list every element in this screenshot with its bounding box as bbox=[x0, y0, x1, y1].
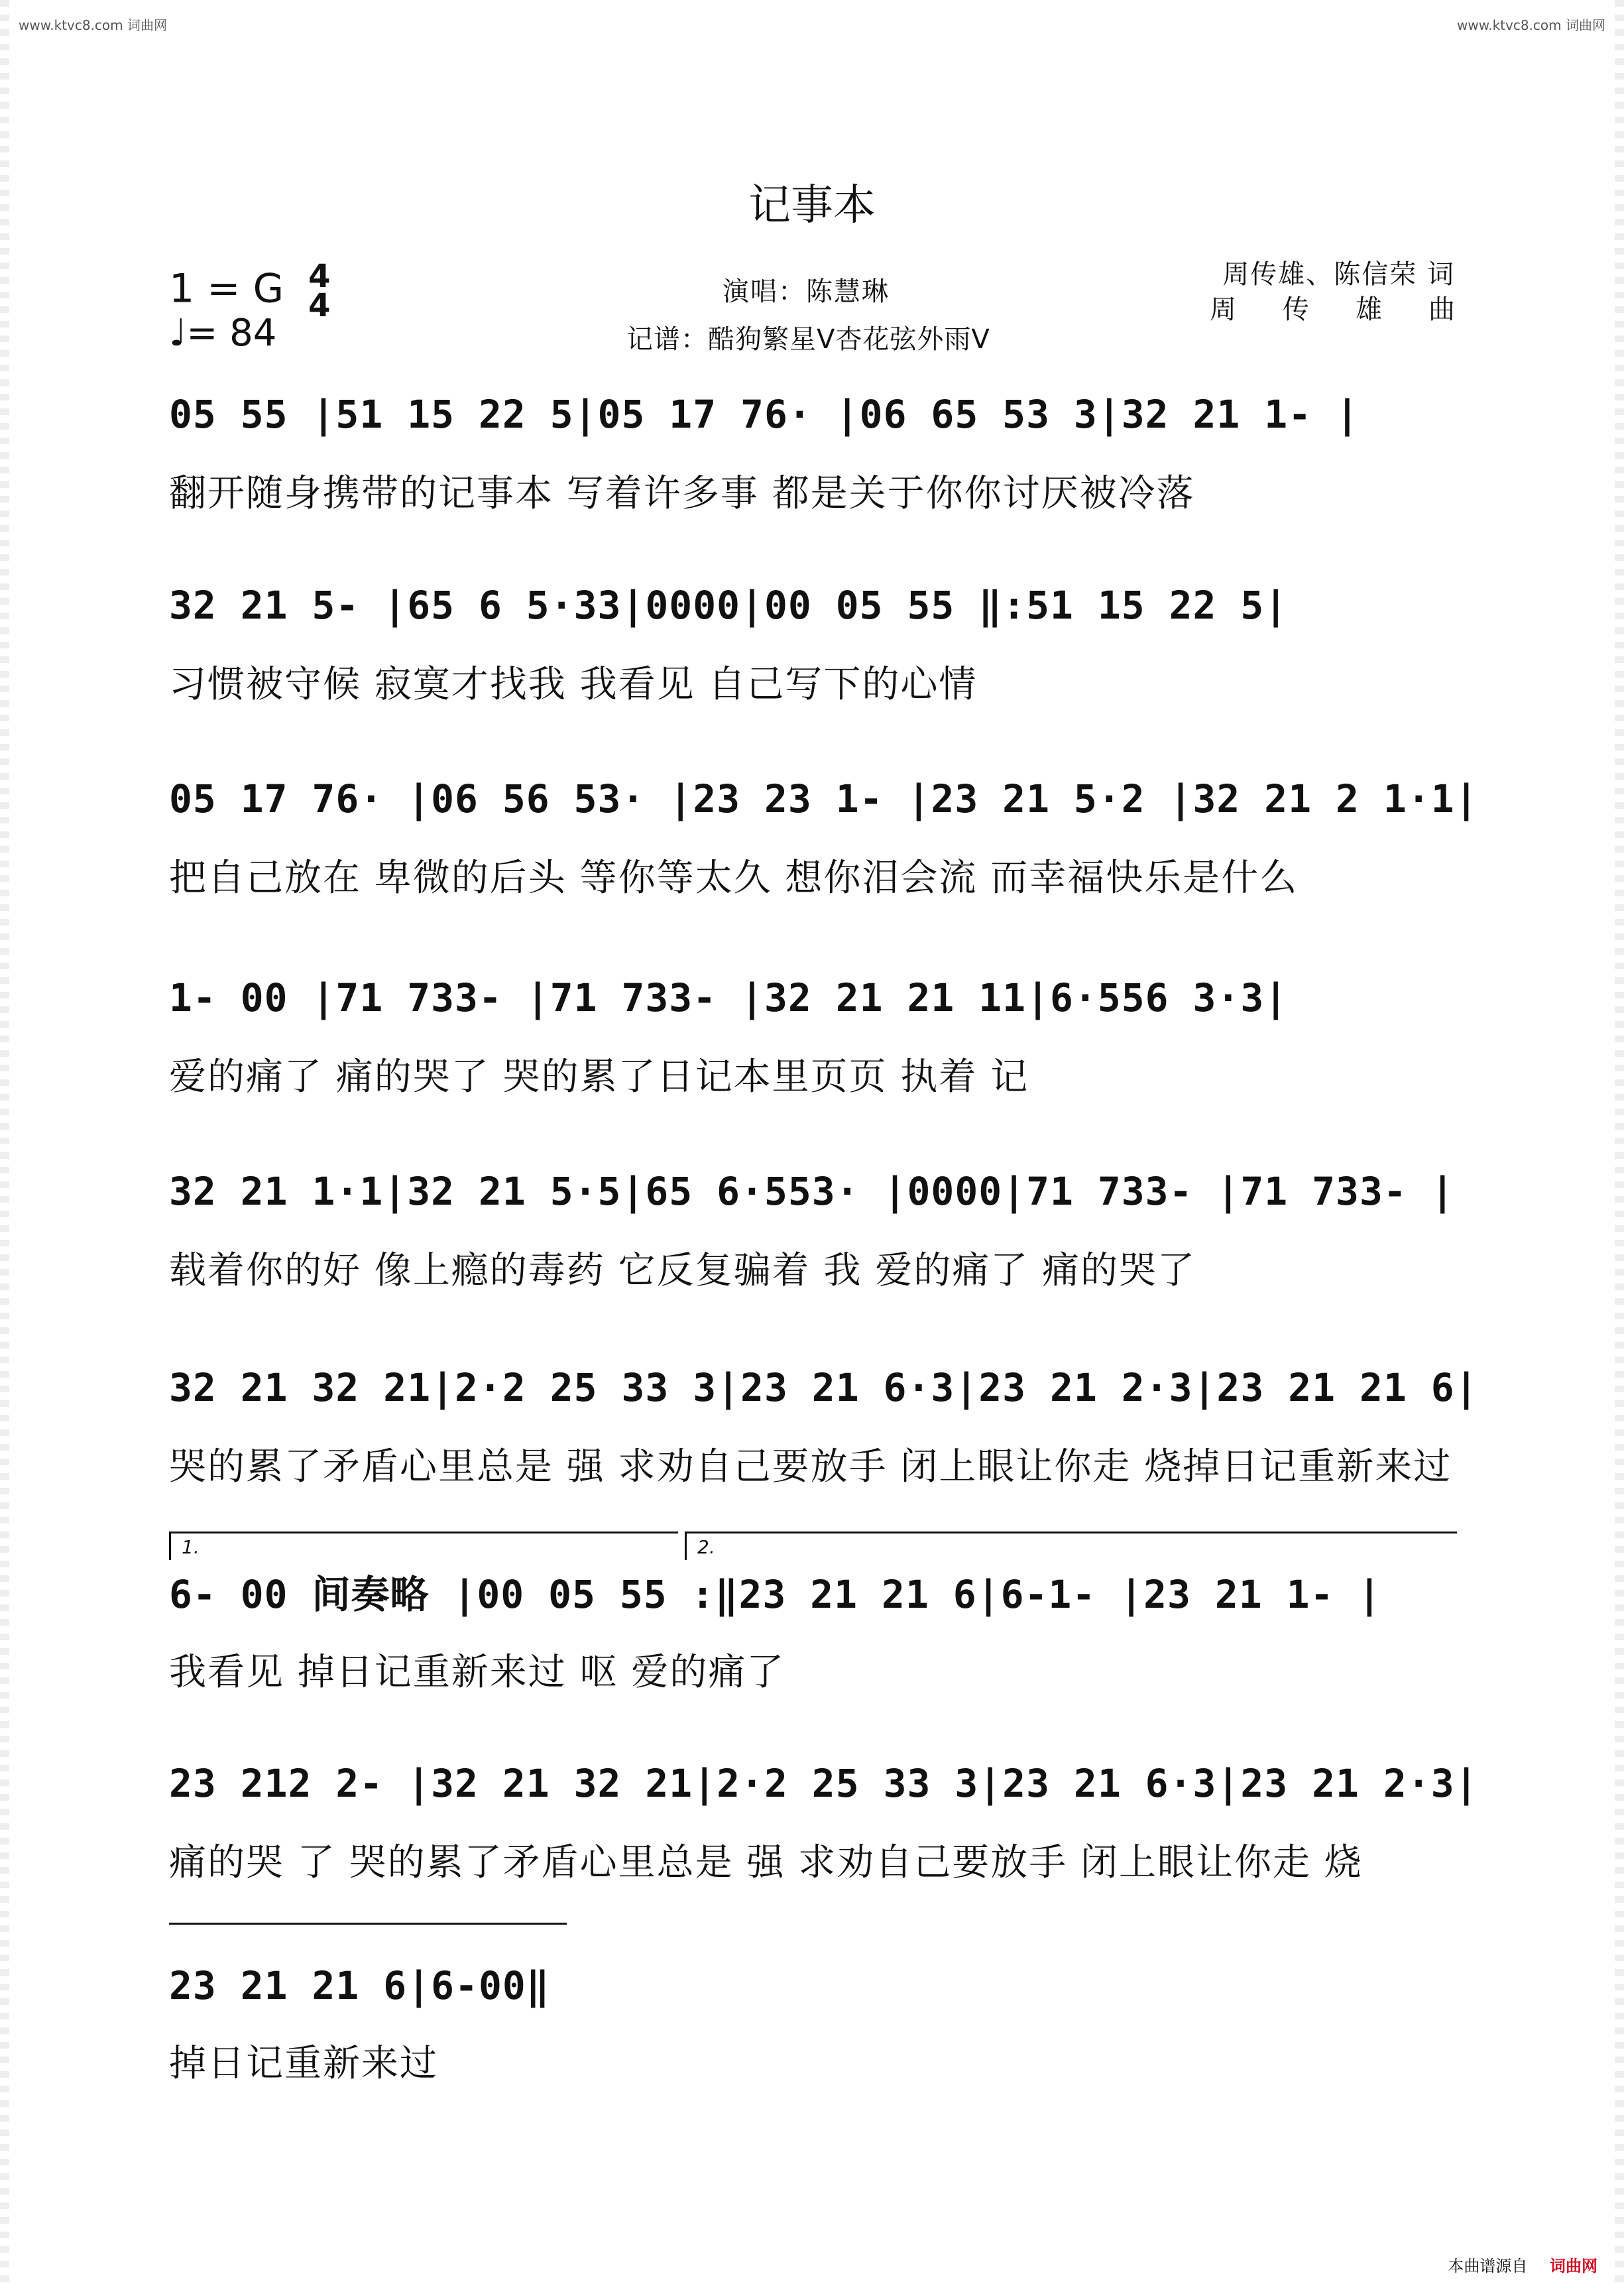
lyricist-credit: 周传雄、陈信荣 词 bbox=[1222, 259, 1455, 290]
lyric-line: 痛的哭 了 哭的累了矛盾心里总是 强 求劝自己要放手 闭上眼让你走 烧 bbox=[169, 1841, 1363, 1884]
notation-line: 23 212 2- |32 21 32 21|2·2 25 33 3|23 21 6·3|23 21 2·3| bbox=[169, 1761, 1479, 1806]
time-bottom: 4 bbox=[308, 287, 331, 324]
volta-2-label: 2. bbox=[697, 1536, 715, 1558]
time-top: 4 bbox=[308, 258, 331, 295]
footer-brand-logo[interactable]: 词曲网 bbox=[1550, 2257, 1597, 2275]
footer-credit bbox=[1448, 2253, 1597, 2276]
right-border-strip bbox=[1615, 0, 1624, 2284]
lyric-line: 翻开随身携带的记事本 写着许多事 都是关于你你讨厌被冷落 bbox=[169, 472, 1195, 515]
volta-bracket-2 bbox=[685, 1532, 1457, 1560]
lyric-line: 掉日记重新来过 bbox=[169, 2042, 438, 2085]
key-label: 1 = G bbox=[169, 265, 284, 312]
lyric-line: 载着你的好 像上瘾的毒药 它反复骗着 我 爱的痛了 痛的哭了 bbox=[169, 1249, 1196, 1292]
notation-line: 23 21 21 6|6-00‖ bbox=[169, 1963, 550, 2008]
notation-line: 32 21 1·1|32 21 5·5|65 6·553· |0000|71 733- |71 733- | bbox=[169, 1169, 1455, 1214]
transcriber-credit: 记谱：酷狗繁星V杏花弦外雨V bbox=[626, 324, 990, 355]
lyric-line: 哭的累了矛盾心里总是 强 求劝自己要放手 闭上眼让你走 烧掉日记重新来过 bbox=[169, 1445, 1452, 1488]
notation-line: 1- 00 |71 733- |71 733- |32 21 21 11|6·556 3·3| bbox=[169, 975, 1289, 1020]
lyric-line: 习惯被守候 寂寞才找我 我看见 自己写下的心情 bbox=[169, 663, 978, 706]
left-border-strip bbox=[0, 0, 9, 2284]
notation-line: 05 55 |51 15 22 5|05 17 76· |06 65 53 3|32 21 1- | bbox=[169, 392, 1360, 437]
volta-bracket-1 bbox=[169, 1532, 678, 1560]
composer-credit: 周传雄曲 bbox=[1210, 294, 1501, 325]
time-signature bbox=[308, 258, 331, 324]
footer-source: 本曲谱源自 bbox=[1448, 2257, 1528, 2275]
lyric-line: 爱的痛了 痛的哭了 哭的累了日记本里页页 执着 记 bbox=[169, 1055, 1029, 1099]
notation-line: 05 17 76· |06 56 53· |23 23 1- |23 21 5·2 |32 21 2 1·1| bbox=[169, 776, 1479, 821]
lyric-line: 把自己放在 卑微的后头 等你等太久 想你泪会流 而幸福快乐是什么 bbox=[169, 857, 1299, 900]
lyric-line: 我看见 掉日记重新来过 呕 爱的痛了 bbox=[169, 1651, 785, 1694]
singer-credit: 演唱：陈慧琳 bbox=[723, 276, 890, 307]
tempo-mark: ♩= 84 bbox=[169, 312, 277, 355]
notation-line: 6- 00 间奏略 |00 05 55 :‖23 21 21 6|6-1- |23 21 1- | bbox=[169, 1572, 1382, 1617]
site-watermark-left: www.ktvc8.com 词曲网 bbox=[19, 17, 168, 33]
site-watermark-right: www.ktvc8.com 词曲网 bbox=[1456, 17, 1605, 33]
notation-line: 32 21 5- |65 6 5·33|0000|00 05 55 ‖:51 15 22 5| bbox=[169, 583, 1289, 628]
notation-line: 32 21 32 21|2·2 25 33 3|23 21 6·3|23 21 2·3|23 21 21 6| bbox=[169, 1365, 1479, 1410]
volta-1-label: 1. bbox=[182, 1536, 200, 1558]
ending-bracket bbox=[169, 1923, 567, 1951]
song-title: 记事本 bbox=[748, 181, 876, 230]
